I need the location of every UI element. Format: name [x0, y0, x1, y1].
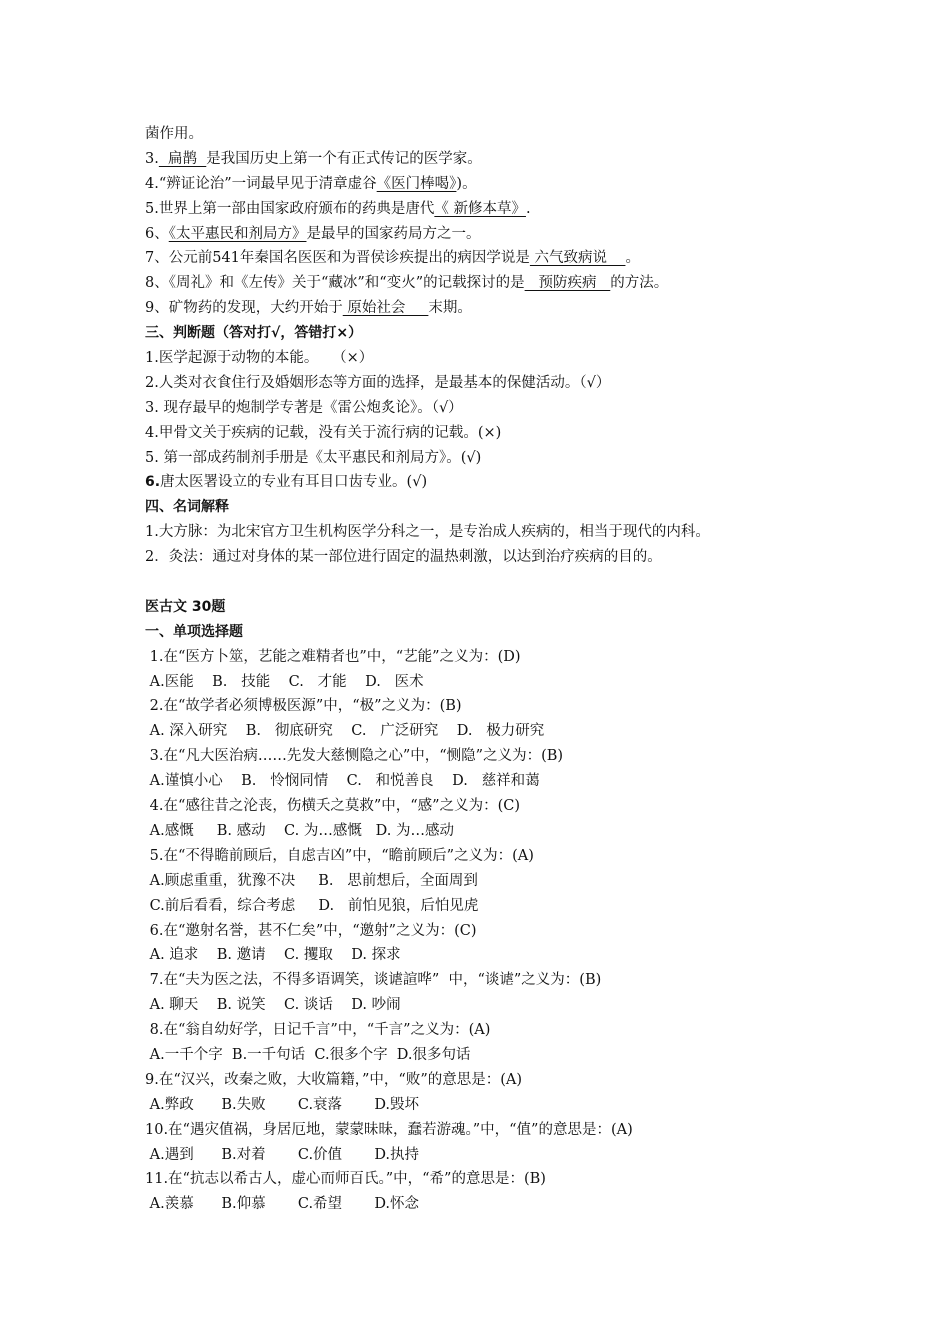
item-text: 9、矿物药的发现，大约开始于 — [145, 300, 343, 317]
document-content — [145, 122, 845, 1217]
mcq-line: A.感慨 B. 感动 C. 为…感慨 D. 为…感动 — [145, 822, 454, 839]
fill-blank-item-7 — [145, 246, 845, 271]
mcq-line: 2.在“故学者必须博极医源”中，“极”之义为：(B) — [145, 698, 462, 715]
item-text: 是最早的国家药局方之一。 — [306, 225, 481, 242]
judge-item: 2.人类对衣食住行及婚姻形态等方面的选择，是最基本的保健活动。（√） — [145, 374, 611, 391]
fill-blank-item-4 — [145, 172, 845, 197]
judge-item: 5. 第一部成药制剂手册是《太平惠民和剂局方》。(√) — [145, 449, 482, 466]
mcq-line: A. 深入研究 B. 彻底研究 C. 广泛研究 D. 极力研究 — [145, 723, 545, 740]
mcq-line: A.羡慕 B.仰慕 C.希望 D.怀念 — [145, 1196, 420, 1213]
answer-underlined: 扁鹊 — [158, 150, 207, 167]
mcq-line: A.医能 B. 技能 C. 才能 D. 医术 — [145, 673, 424, 690]
mcq-line: 6.在“邀射名誉，甚不仁矣”中，“邀射”之义为：(C) — [145, 922, 477, 939]
mcq-line: A.顾虑重重，犹豫不决 B. 思前想后，全面周到 — [145, 872, 478, 889]
text-line: 菌作用。 — [145, 126, 203, 142]
term-item: 2．灸法：通过对身体的某一部位进行固定的温热刺激，以达到治疗疾病的目的。 — [145, 549, 662, 566]
item-text: 7、公元前541年秦国名医医和为晋侯诊疾提出的病因学说是 — [145, 250, 530, 267]
term-item: 1.大方脉：为北宋官方卫生机构医学分科之一，是专治成人疾病的，相当于现代的内科。 — [145, 524, 710, 541]
mcq-line: A. 追求 B. 邀请 C. 攫取 D. 探求 — [145, 947, 401, 964]
fill-blank-item-8 — [145, 271, 845, 296]
mcq-line: C.前后看看，综合考虑 D. 前怕见狼，后怕见虎 — [145, 897, 479, 914]
mcq-line: A.谨慎小心 B. 怜悯同情 C. 和悦善良 D. 慈祥和蔼 — [145, 773, 540, 790]
item-text: . — [525, 200, 531, 217]
answer-underlined: 《太平惠民和剂局方》 — [168, 225, 307, 242]
section-heading-judge: 三、判断题（答对打√，答错打×） — [145, 325, 363, 342]
mcq-line: 8.在“翁自幼好学，日记千言”中，“千言”之义为：(A) — [145, 1022, 491, 1039]
section-heading-terms: 四、名词解释 — [145, 499, 229, 516]
mcq-line: A.遇到 B.对着 C.价值 D.执持 — [145, 1146, 420, 1163]
mcq-line: 1.在“医方卜筮，艺能之难精者也”中，“艺能”之义为：(D) — [145, 648, 521, 665]
item-text: 。 — [625, 250, 640, 267]
fill-blank-item-3 — [145, 147, 845, 172]
judge-item: 4.甲骨文关于疾病的记载，没有关于流行病的记载。(×) — [145, 424, 502, 441]
item-text: 8、《周礼》和《左传》关于“藏冰”和“变火”的记载探讨的是 — [145, 275, 525, 292]
item-text: 的方法。 — [610, 275, 669, 292]
judge-item: 3. 现存最早的炮制学专著是《雷公炮炙论》。（√） — [145, 399, 463, 416]
item-text: 是我国历史上第一个有正式传记的医学家。 — [206, 150, 482, 167]
answer-underlined: 《医门棒喝》 — [376, 175, 457, 192]
answer-underlined: 六气致病说 — [529, 250, 626, 267]
item-text: 唐太医署设立的专业有耳目口齿专业。(√) — [160, 474, 428, 491]
item-text: 6、 — [145, 225, 169, 242]
fill-blank-item-9 — [145, 296, 845, 321]
judge-item — [145, 470, 845, 495]
answer-underlined: 原始社会 — [342, 300, 429, 317]
fill-blank-item-5 — [145, 197, 845, 222]
answer-underlined: 《 新修本草》 — [434, 200, 526, 217]
mcq-line: 9.在“汉兴，改秦之败，大收篇籍，”中，“败”的意思是：(A) — [145, 1071, 523, 1088]
mcq-line: A.弊政 B.失败 C.衰落 D.毁坏 — [145, 1096, 420, 1113]
item-text: 5.世界上第一部由国家政府颁布的药典是唐代 — [145, 200, 435, 217]
item-text: 末期。 — [428, 300, 472, 317]
mcq-line: 7.在“夫为医之法，不得多语调笑，谈谑諠哗” 中，“谈谑”之义为：(B) — [145, 972, 602, 989]
mcq-line: 3.在“凡大医治病……先发大慈恻隐之心”中，“恻隐”之义为：(B) — [145, 748, 564, 765]
mcq-line: 4.在“感往昔之沦丧，伤横夭之莫救”中，“感”之义为：(C) — [145, 798, 521, 815]
item-text: 3. — [145, 150, 159, 167]
mcq-line: 11.在“抗志以希古人，虚心而师百氏。”中，“希”的意思是：(B) — [145, 1171, 546, 1188]
section-heading-mcq: 一、单项选择题 — [145, 623, 243, 640]
blank-line — [145, 570, 845, 595]
item-number: 6. — [145, 474, 161, 491]
fill-blank-item-6 — [145, 222, 845, 247]
mcq-line: A.一千个字 B.一千句话 C.很多个字 D.很多句话 — [145, 1046, 471, 1063]
section-title-classics: 医古文 30题 — [145, 598, 226, 615]
item-text: )。 — [456, 175, 477, 192]
mcq-line: 10.在“遇灾值祸，身居厄地，蒙蒙昧昧，蠢若游魂。”中，“值”的意思是：(A) — [145, 1121, 633, 1138]
mcq-line: A. 聊天 B. 说笑 C. 谈话 D. 吵闹 — [145, 997, 401, 1014]
answer-underlined: 预防疾病 — [524, 275, 611, 292]
mcq-line: 5.在“不得瞻前顾后，自虑吉凶”中，“瞻前顾后”之义为：(A) — [145, 847, 534, 864]
item-text: 4.“辨证论治”一词最早见于清章虚谷 — [145, 175, 377, 192]
judge-item: 1.医学起源于动物的本能。 （×） — [145, 350, 374, 367]
